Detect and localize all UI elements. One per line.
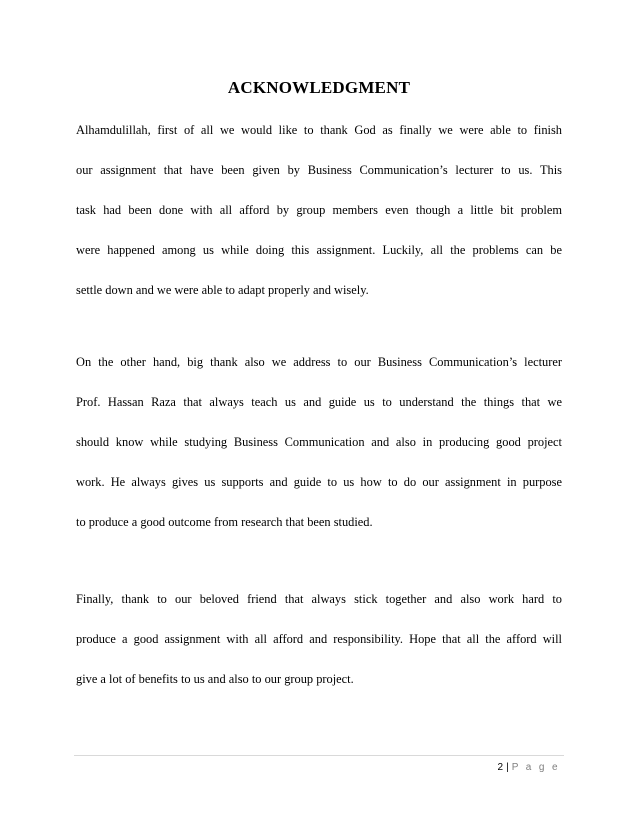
paragraph-2-line-5: to produce a good outcome from research that been studied. [76,515,373,529]
paragraph-3-line-1: Finally, thank to our beloved friend that always stick together and also work hard to [76,592,562,606]
footer-separator: | [506,762,509,773]
paragraph-1-line-5: settle down and we were able to adapt properly and wisely. [76,283,369,297]
paragraph-3-line-3: give a lot of benefits to us and also to our group project. [76,672,354,686]
paragraph-1-line-2: our assignment that have been given by Business Communication’s lecturer to us. This [76,163,562,177]
paragraph-2-line-1: On the other hand, big thank also we address to our Business Communication’s lecturer [76,355,562,369]
paragraph-3-line-2: produce a good assignment with all afford and responsibility. Hope that all the afford will [76,632,562,646]
paragraph-1-line-1: Alhamdulillah, first of all we would like to thank God as finally we were able to finish [76,123,562,137]
page-title: ACKNOWLEDGMENT [227,78,411,97]
paragraph-1-line-3: task had been done with all afford by group members even though a little bit problem [76,203,562,217]
paragraph-2-line-3: should know while studying Business Communication and also in producing good project [76,435,562,449]
page-label: P a g e [511,762,560,773]
paragraph-2-line-4: work. He always gives us supports and guide to us how to do our assignment in purpose [76,475,562,489]
paragraph-1-line-4: were happened among us while doing this assignment. Luckily, all the problems can be [76,243,562,257]
page-number: 2 [497,762,504,773]
paragraph-2-line-2: Prof. Hassan Raza that always teach us and guide us to understand the things that we [76,395,562,409]
page-footer [498,762,560,773]
footer-divider [74,755,564,756]
